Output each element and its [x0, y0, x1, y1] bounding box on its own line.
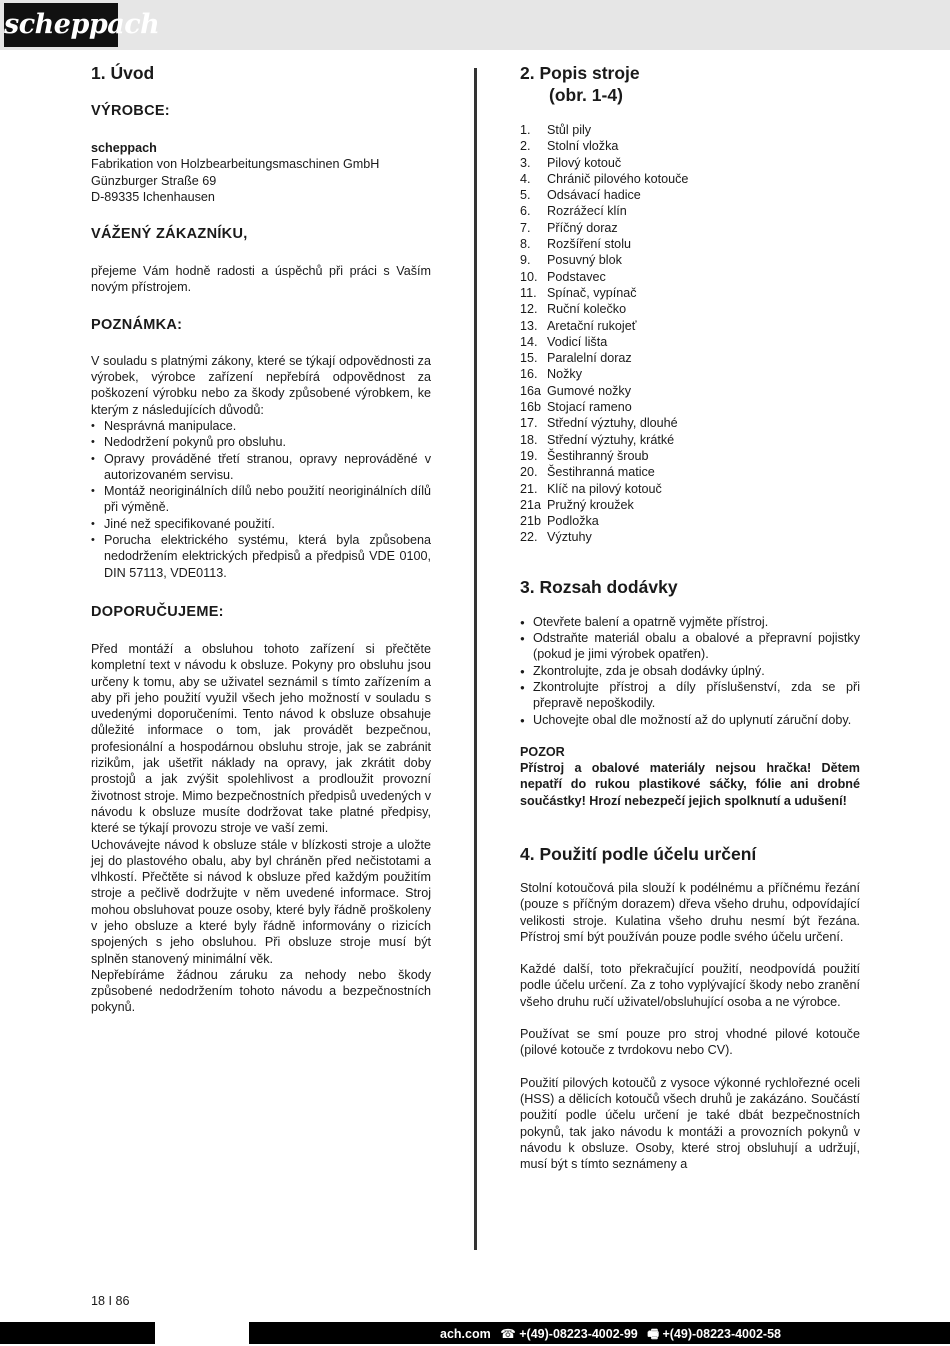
- part-number: 22.: [520, 530, 538, 545]
- part-number: 18.: [520, 432, 538, 447]
- part-number: 15.: [520, 351, 538, 366]
- scope-list: [520, 614, 860, 728]
- part-item: [520, 529, 860, 545]
- part-number: 16.: [520, 367, 538, 382]
- part-number: 21.: [520, 481, 538, 496]
- footer-phone: ☎ +(49)-08223-4002-99: [500, 1327, 638, 1341]
- part-label: Podložka: [547, 514, 599, 529]
- use-paragraph-3: Používat se smí pouze pro stroj vhodné pilové kotouče (pilové kotouče z tvrdokovu nebo CV).: [520, 1027, 860, 1058]
- part-item: [520, 399, 860, 415]
- left-column: [91, 62, 431, 1016]
- part-label: Příčný doraz: [547, 220, 618, 235]
- heading-note: POZNÁMKA:: [91, 316, 183, 333]
- part-label: Klíč na pilový kotouč: [547, 481, 662, 496]
- part-label: Spínač, vypínač: [547, 285, 637, 300]
- part-number: 3.: [520, 155, 531, 170]
- company-name: scheppach: [91, 141, 157, 155]
- part-label: Pružný kroužek: [547, 497, 634, 512]
- list-item: • Opravy prováděné třetí stranou, opravy neprováděné v autorizovaném servisu.: [91, 451, 431, 484]
- part-item: [520, 252, 860, 268]
- part-number: 13.: [520, 318, 538, 333]
- warning-title: POZOR: [520, 744, 565, 759]
- address-line-2: Günzburger Straße 69: [91, 173, 217, 188]
- part-item: [520, 318, 860, 334]
- list-item: • Jiné než specifikované použití.: [91, 516, 431, 532]
- parts-list: [520, 122, 860, 546]
- list-item: ● Zkontrolujte, zda je obsah dodávky úplný.: [520, 663, 860, 679]
- list-item: • Nedodržení pokynů pro obsluhu.: [91, 434, 431, 450]
- part-label: Podstavec: [547, 269, 606, 284]
- list-item: ● Otevřete balení a opatrně vyjměte přístroj.: [520, 614, 860, 630]
- part-item: [520, 415, 860, 431]
- customer-text: přejeme Vám hodně radosti a úspěchů při práci s Vaším novým přístrojem.: [91, 264, 431, 295]
- part-item: [520, 301, 860, 317]
- part-label: Stůl pily: [547, 123, 592, 137]
- heading-description: [520, 62, 860, 106]
- brand-logo: scheppach: [4, 3, 118, 47]
- part-number: 21a: [520, 497, 542, 512]
- part-label: Aretační rukojeť: [547, 318, 637, 333]
- use-paragraph-1: Stolní kotoučová pila slouží k podélnému a příčnému řezání (pouze s příčným dorazem) dřeva všeho druhu, odpovídající velikosti stroje. Kulatina všeho druhu nesmí být řezána. Přístroj smí být používán pouze podle svého účelu určení.: [520, 880, 860, 944]
- warning-text: Přístroj a obalové materiály nejsou hračka! Dětem nepatří do rukou plastikové sáčky, fólie ani drobné součástky! Hrozí nebezpečí jejich spolknutí a udušení!: [520, 761, 860, 808]
- list-item: ● Uchovejte obal dle možností až do uplynutí záruční doby.: [520, 712, 860, 728]
- part-label: Ruční kolečko: [547, 302, 627, 317]
- note-list: [91, 418, 431, 581]
- part-item: [520, 187, 860, 203]
- part-item: [520, 513, 860, 529]
- list-item: • Montáž neoriginálních dílů nebo použití neoriginálních dílů při výměně.: [91, 483, 431, 516]
- heading-customer: VÁŽENÝ ZÁKAZNÍKU,: [91, 226, 248, 243]
- part-label: Šestihranná matice: [547, 465, 655, 480]
- part-number: 5.: [520, 188, 531, 203]
- recommend-paragraph-1: Před montáží a obsluhou tohoto zařízení si přečtěte kompletní text v návodu k obsluze. Pokyny pro obsluhu jsou určeny k tomu, aby se uživatel seznámil s tímto zařízením a aby při jeho použití využil všech jeho možností v souladu s uvedenými doporučeními. Tento návod k obsluze obsahuje důležité informace o tom, jak provádět bezpečnou, profesionální a hospodárnou obsluhu stroje, jak se zabránit rizikům, jak ušetřit náklady na opravy, jak zkrátit doby prostojů a jak zvýšit spolehlivost a prodloužit provozní životnost stroje. Mimo bezpečnostních předpisů uvedených v návodu k obsluze musíte dodržovat take platné předpisy, které se týkají provozu stroje ve vaší zemi.: [91, 641, 431, 836]
- part-label: Stolní vložka: [547, 139, 619, 154]
- heading-intro: 1. Úvod: [91, 63, 155, 83]
- part-number: 10.: [520, 269, 538, 284]
- heading-recommend: DOPORUČUJEME:: [91, 603, 224, 620]
- part-number: 17.: [520, 416, 538, 431]
- part-item: [520, 464, 860, 480]
- part-label: Pilový kotouč: [547, 155, 622, 170]
- header-bar: [0, 0, 950, 50]
- part-number: 8.: [520, 237, 531, 252]
- part-number: 6.: [520, 204, 531, 219]
- part-label: Rozrážecí klín: [547, 204, 627, 219]
- right-column: [520, 62, 860, 1172]
- part-item: [520, 448, 860, 464]
- part-label: Gumové nožky: [547, 383, 631, 398]
- part-item: [520, 383, 860, 399]
- part-label: Odsávací hadice: [547, 188, 641, 203]
- part-item: [520, 220, 860, 236]
- recommend-paragraph-2: Uchovávejte návod k obsluze stále v blízkosti stroje a uložte jej do plastového obalu, aby byl chráněn před nečistotami a vlhkostí. Přečtěte si návod k obsluze před každým použitím stroje a pečlivě dodržujte v něm uvedené informace. Stroj mohou obsluhovat pouze osoby, které byly řádně proškoleny v jeho obsluze a které byly řádně informovány o rizicích spojených s jeho obsluhou. Při obsluze stroje musí být splněn stanovený minimální věk.: [91, 837, 431, 966]
- part-number: 16b: [520, 400, 542, 415]
- part-label: Posuvný blok: [547, 253, 622, 268]
- address-line-1: Fabrikation von Holzbearbeitungsmaschinen GmbH: [91, 157, 380, 172]
- part-number: 12.: [520, 302, 538, 317]
- part-item: [520, 432, 860, 448]
- list-item: ● Zkontrolujte přístroj a díly příslušenství, zda se při přepravě nepoškodily.: [520, 679, 860, 712]
- part-item: [520, 334, 860, 350]
- part-number: 2.: [520, 139, 531, 154]
- list-item: • Porucha elektrického systému, která byla způsobena nedodržením elektrických předpisů a předpisů VDE 0100, DIN 57113, VDE0113.: [91, 532, 431, 581]
- part-number: 11.: [520, 285, 537, 300]
- part-item: [520, 203, 860, 219]
- recommend-paragraph-3: Nepřebíráme žádnou záruku za nehody nebo škody způsobené nedodržením tohoto návodu a bezpečnostních pokynů.: [91, 967, 431, 1015]
- part-item: [520, 350, 860, 366]
- list-item: ● Odstraňte materiál obalu a obalové a přepravní pojistky (pokud je jimi výrobek opatřen).: [520, 630, 860, 663]
- heading-manufacturer: VÝROBCE:: [91, 103, 170, 119]
- page-number: 18 I 86: [91, 1294, 130, 1308]
- footer-bar: [0, 1322, 950, 1344]
- part-item: [520, 122, 860, 138]
- part-number: 16a: [520, 383, 542, 398]
- part-number: 7.: [520, 220, 531, 235]
- part-number: 9.: [520, 253, 531, 268]
- part-label: Chránič pilového kotouče: [547, 171, 689, 186]
- part-item: [520, 269, 860, 285]
- footer-gap: [155, 1322, 249, 1344]
- part-number: 4.: [520, 171, 531, 186]
- part-item: [520, 366, 860, 382]
- part-label: Střední výztuhy, krátké: [547, 432, 675, 447]
- note-text: V souladu s platnými zákony, které se týkají odpovědnosti za výrobek, výrobce zařízení nepřebírá odpovědnost za poškození výrobku nebo za škody způsobené výrobkem, ke kterým z následujících důvodů:: [91, 353, 431, 417]
- part-number: 20.: [520, 465, 538, 480]
- heading-description-line-1: 2. Popis stroje: [520, 63, 640, 83]
- column-divider: [474, 68, 477, 1250]
- part-label: Stojací rameno: [547, 400, 632, 415]
- part-label: Šestihranný šroub: [547, 448, 649, 463]
- part-number: 14.: [520, 334, 538, 349]
- part-item: [520, 497, 860, 513]
- use-paragraph-2: Každé další, toto překračující použití, neodpovídá použití podle účelu určení. Za z toho vyplývající škody nebo zranění všeho druhu ručí uživatel/obsluhující osoba a ne výrobce.: [520, 962, 860, 1009]
- address-line-3: D-89335 Ichenhausen: [91, 189, 215, 204]
- part-label: Paralelní doraz: [547, 351, 632, 366]
- list-item: • Nesprávná manipulace.: [91, 418, 431, 434]
- heading-intended-use: 4. Použití podle účelu určení: [520, 843, 757, 864]
- part-label: Výztuhy: [547, 530, 592, 545]
- part-item: [520, 171, 860, 187]
- part-number: 1.: [520, 123, 531, 137]
- heading-description-line-2: (obr. 1-4): [549, 85, 623, 105]
- part-label: Nožky: [547, 367, 582, 382]
- footer-web[interactable]: ach.com: [440, 1327, 491, 1341]
- footer-fax: 🖷 +(49)-08223-4002-58: [647, 1327, 781, 1341]
- footer-contact: [440, 1325, 787, 1346]
- part-label: Rozšíření stolu: [547, 237, 631, 252]
- part-label: Vodicí lišta: [547, 334, 608, 349]
- part-item: [520, 236, 860, 252]
- part-number: 21b: [520, 514, 542, 529]
- use-paragraph-4: Použití pilových kotoučů z vysoce výkonné rychlořezné oceli (HSS) a dělicích kotoučů všech druhů je zakázáno. Součástí použití podle účelu určení je také dbát bezpečnostních pokynů, tak jako návodu k montáži a provozních pokynů v návodu k obsluze. Osoby, které stroj obsluhují a udržují, musí být s tímto seznámeny a: [520, 1075, 860, 1172]
- part-number: 19.: [520, 448, 538, 463]
- part-item: [520, 138, 860, 154]
- heading-scope: 3. Rozsah dodávky: [520, 576, 678, 597]
- part-label: Střední výztuhy, dlouhé: [547, 416, 678, 431]
- part-item: [520, 285, 860, 301]
- part-item: [520, 155, 860, 171]
- part-item: [520, 481, 860, 497]
